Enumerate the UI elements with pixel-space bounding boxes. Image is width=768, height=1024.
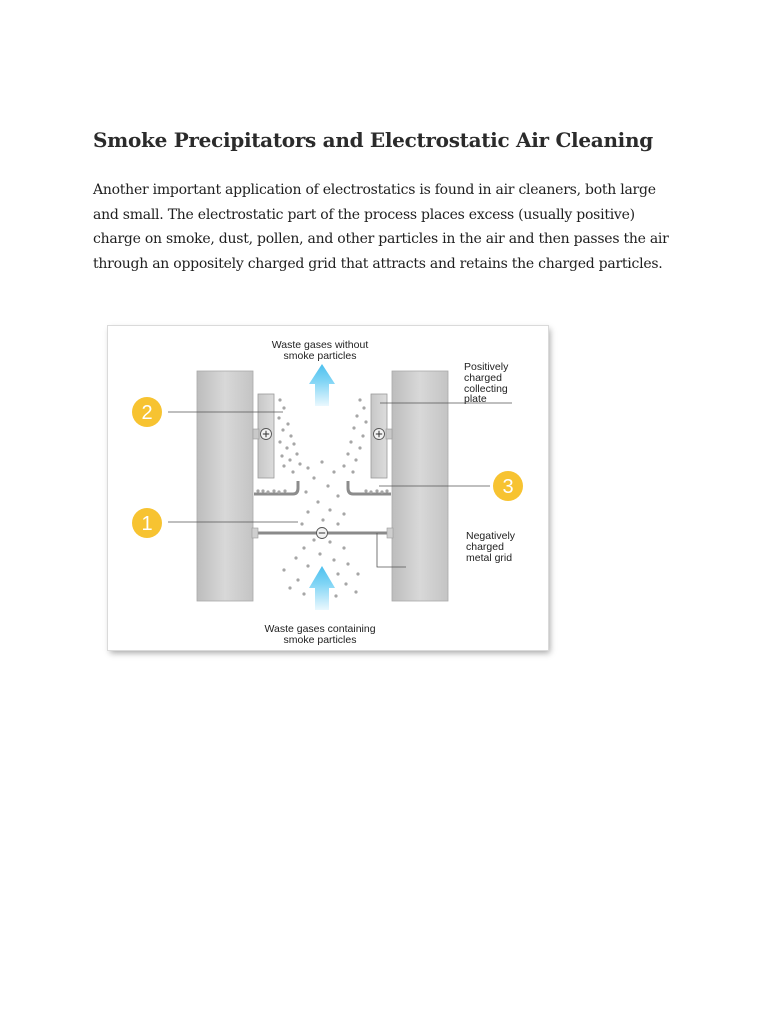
plus-icon bbox=[374, 429, 385, 440]
precipitator-diagram bbox=[108, 326, 548, 650]
svg-text:3: 3 bbox=[502, 476, 514, 498]
plate-label-line1: Positively bbox=[464, 361, 509, 373]
bottom-label-line1: Waste gases containing bbox=[264, 623, 376, 635]
grid-label-line1: Negatively bbox=[466, 530, 516, 542]
plate-label-line3: collecting bbox=[464, 383, 508, 395]
svg-text:1: 1 bbox=[141, 513, 153, 535]
left-wall-panel bbox=[197, 371, 253, 601]
page-title: Smoke Precipitators and Electrostatic Air Cleaning bbox=[93, 128, 653, 152]
plate-label-line4: plate bbox=[464, 393, 487, 405]
badge-2 bbox=[132, 397, 162, 427]
top-label-line1: Waste gases without bbox=[271, 339, 369, 351]
intro-paragraph: Another important application of electrostatics is found in air cleaners, both large and small. The electrostatic part of the process places excess (usually positive) charge on smoke, dust, pollen, and other particles in the air and then passes the air through an oppositely charged grid that attracts and retains the charged particles. bbox=[93, 182, 669, 272]
top-label-line2: smoke particles bbox=[283, 350, 357, 362]
badge-3 bbox=[493, 471, 523, 501]
plus-icon bbox=[261, 429, 272, 440]
plate-label-line2: charged bbox=[464, 372, 502, 384]
bottom-label-line2: smoke particles bbox=[283, 634, 357, 646]
grid-label-line3: metal grid bbox=[466, 552, 513, 564]
diagram-svg bbox=[108, 326, 548, 650]
svg-text:2: 2 bbox=[141, 402, 153, 424]
badge-1 bbox=[132, 508, 162, 538]
minus-icon bbox=[317, 528, 328, 539]
grid-label-line2: charged bbox=[466, 541, 504, 553]
